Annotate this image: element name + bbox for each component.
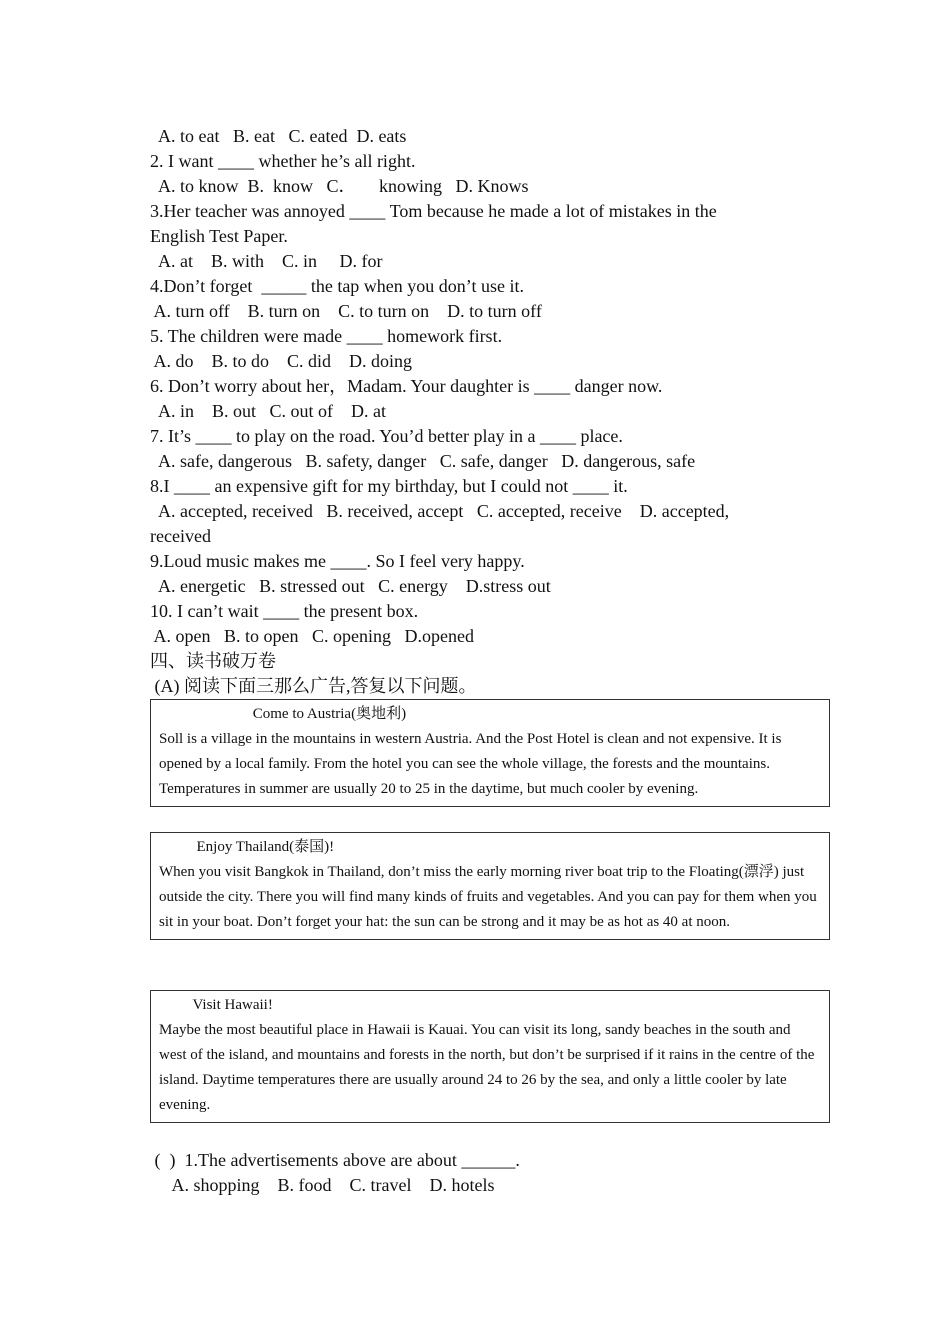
worksheet-page <box>150 124 840 1198</box>
q1-options: A. to eat B. eat C. eated D. eats <box>150 126 407 146</box>
ad-hawaii <box>150 990 830 1123</box>
q6-stem: 6. Don’t worry about her，Madam. Your daughter is ____ danger now. <box>150 376 663 396</box>
ad-hawaii-body: Maybe the most beautiful place in Hawaii is Kauai. You can visit its long, sandy beaches in the south and west of the island, and mountains and forests in the north, but don’t be surprised if it rains in the centre of the island. Daytime temperatures there are usually around 24 to 26 by the sea, and only a little cooler by late evening. <box>159 1022 815 1113</box>
ad-thailand-body: When you visit Bangkok in Thailand, don’t miss the early morning river boat trip to the Floating(漂浮) just outside the city. There you will find many kinds of fruits and vegetables. And you can pay for them when you sit in your boat. Don’t forget your hat: the sun can be strong and it may be as hot as 40 at noon. <box>159 864 817 930</box>
ad-austria-title: Come to Austria(奥地利) <box>159 706 407 722</box>
q9-stem: 9.Loud music makes me ____. So I feel very happy. <box>150 551 525 571</box>
ad-austria <box>150 699 830 807</box>
q8-options-cont: received <box>150 526 211 546</box>
ad-thailand-title: Enjoy Thailand(泰国)! <box>159 839 335 855</box>
q7-stem: 7. It’s ____ to play on the road. You’d better play in a ____ place. <box>150 426 623 446</box>
q6-options: A. in B. out C. out of D. at <box>150 401 387 421</box>
q7-options: A. safe, dangerous B. safety, danger C. safe, danger D. dangerous, safe <box>150 451 696 471</box>
q8-options: A. accepted, received B. received, accept C. accepted, receive D. accepted, <box>150 501 730 521</box>
q3-stem: 3.Her teacher was annoyed ____ Tom because he made a lot of mistakes in the <box>150 201 717 221</box>
q2-stem: 2. I want ____ whether he’s all right. <box>150 151 416 171</box>
reading-q1-options: A. shopping B. food C. travel D. hotels <box>150 1175 495 1195</box>
section-subheading: (A) 阅读下面三那么广告,答复以下问题。 <box>150 676 477 696</box>
q5-options: A. do B. to do C. did D. doing <box>150 351 413 371</box>
section-heading: 四、读书破万卷 <box>150 651 276 671</box>
q10-options: A. open B. to open C. opening D.opened <box>150 626 474 646</box>
q5-stem: 5. The children were made ____ homework first. <box>150 326 503 346</box>
ad-hawaii-title: Visit Hawaii! <box>159 997 273 1013</box>
q4-stem: 4.Don’t forget _____ the tap when you don’t use it. <box>150 276 524 296</box>
q3-options: A. at B. with C. in D. for <box>150 251 383 271</box>
reading-q1-stem: ( ) 1.The advertisements above are about ______. <box>150 1150 520 1170</box>
ad-austria-body: Soll is a village in the mountains in western Austria. And the Post Hotel is clean and not expensive. It is opened by a local family. From the hotel you can see the whole village, the forests and the mountains. Temperatures in summer are usually 20 to 25 in the daytime, but much cooler by evening. <box>159 731 782 797</box>
q4-options: A. turn off B. turn on C. to turn on D. to turn off <box>150 301 542 321</box>
q2-options: A. to know B. know C． knowing D. Knows <box>150 176 529 196</box>
q10-stem: 10. I can’t wait ____ the present box. <box>150 601 419 621</box>
q9-options: A. energetic B. stressed out C. energy D.stress out <box>150 576 551 596</box>
q8-stem: 8.I ____ an expensive gift for my birthday, but I could not ____ it. <box>150 476 628 496</box>
q3-stem-cont: English Test Paper. <box>150 226 288 246</box>
ad-thailand <box>150 832 830 940</box>
